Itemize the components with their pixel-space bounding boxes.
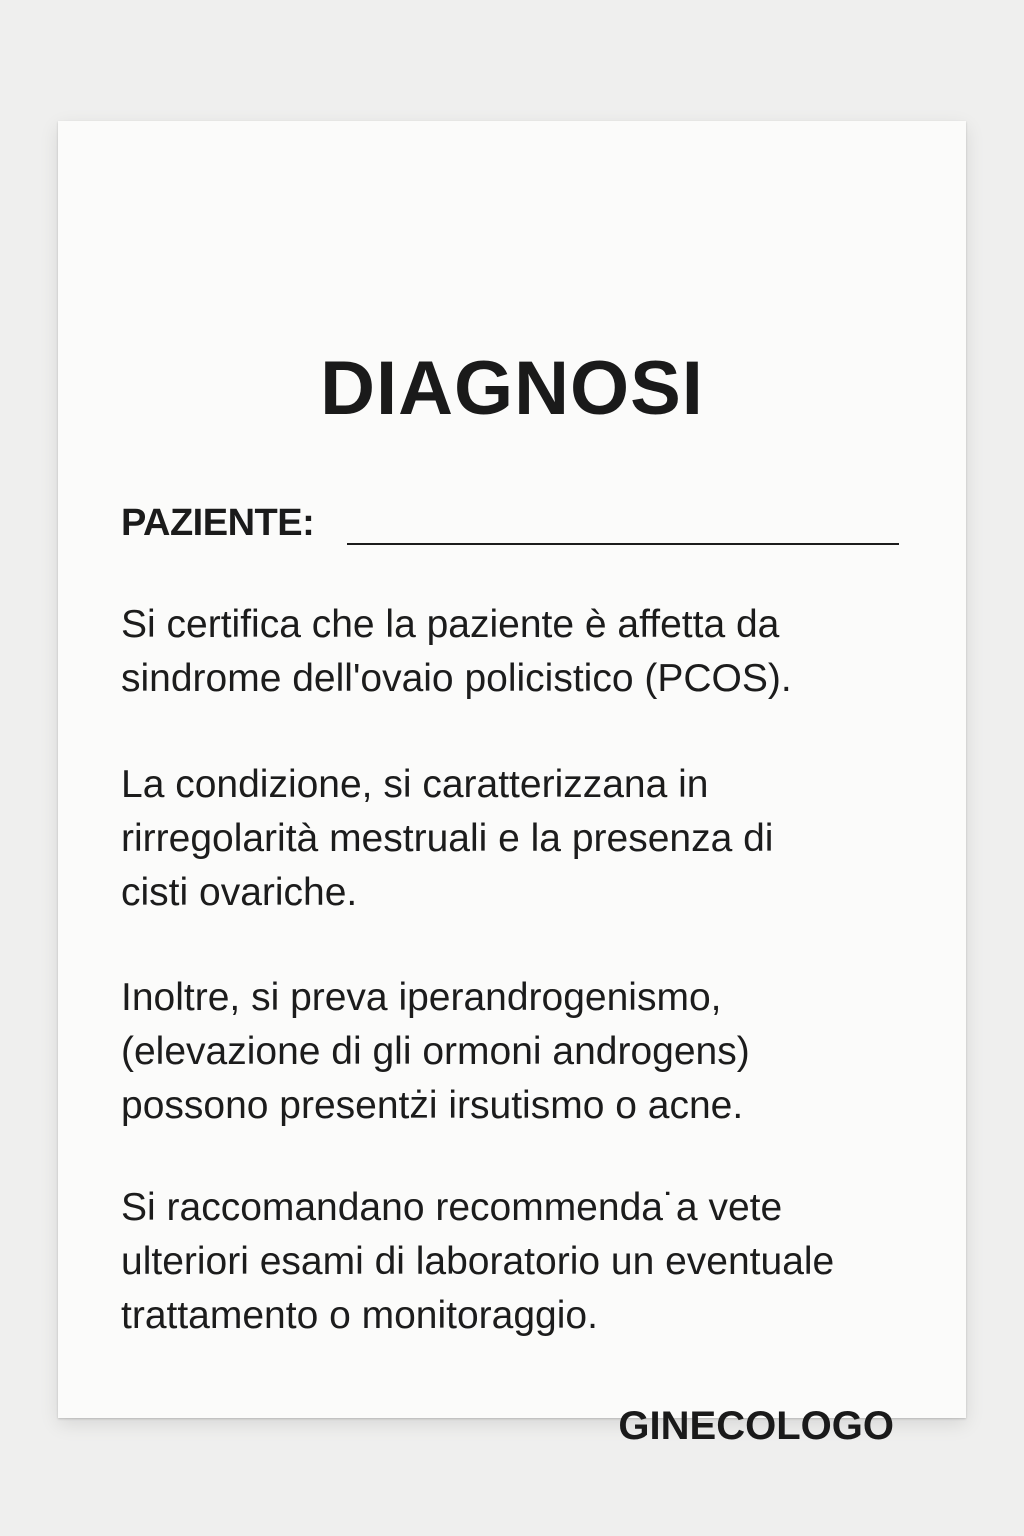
text-line: Si certifica che la paziente è affetta da (121, 603, 780, 646)
text-line: Inoltre, si preva iperandrogenismo, (121, 976, 722, 1019)
text-line: Si raccomandano recommenda˙a vete (121, 1186, 783, 1229)
paragraph-certification (121, 598, 921, 706)
paragraph-recommendation (121, 1181, 921, 1343)
text-line: sindrome dell'ovaio policistico (PCOS). (121, 657, 792, 700)
patient-field (121, 499, 899, 549)
text-line: La condizione, si caratterizzana in (121, 763, 709, 806)
text-line: cisti ovariche. (121, 871, 358, 914)
text-line: rirregolarità mestruali e la presenza di (121, 817, 774, 860)
diagnosis-document (58, 121, 966, 1448)
text-line: ulteriori esami di laboratorio un eventuale (121, 1240, 835, 1283)
text-line: trattamento o monitoraggio. (121, 1294, 598, 1337)
paragraph-condition (121, 758, 921, 920)
document-title: DIAGNOSI (320, 346, 704, 431)
patient-blank-line (347, 543, 899, 545)
text-line: (elevazione di gli ormoni androgens) (121, 1030, 750, 1073)
paragraph-hyperandrogenism (121, 971, 921, 1133)
patient-label: PAZIENTE: (121, 502, 315, 544)
signature-label: GINECOLOGO (618, 1404, 894, 1448)
text-line: possono presentżi irsutismo o acne. (121, 1084, 744, 1127)
